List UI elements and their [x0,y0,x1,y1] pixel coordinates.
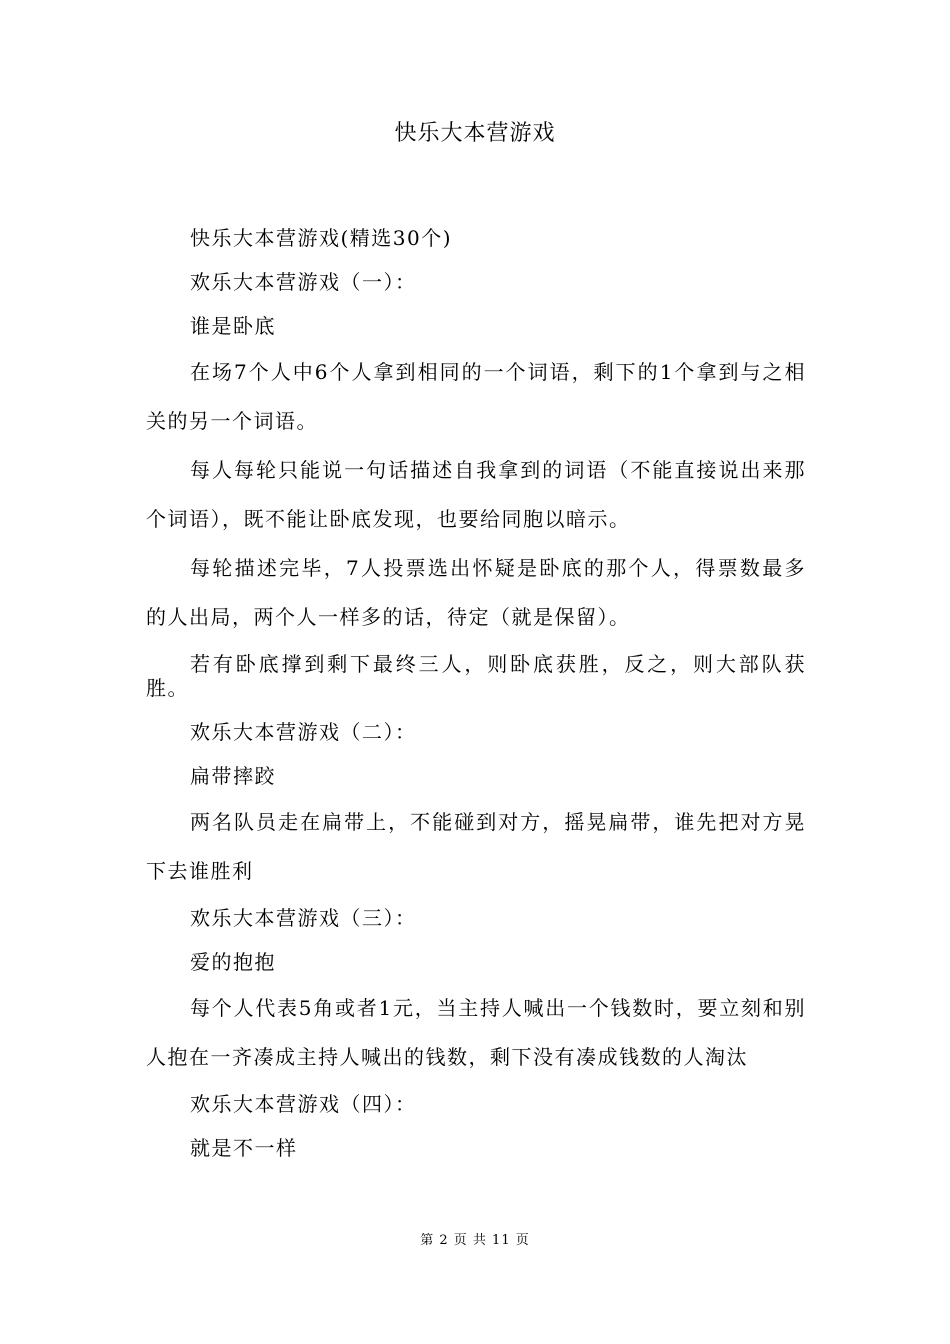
paragraph: 每个人代表5角或者1元，当主持人喊出一个钱数时，要立刻和别人抱在一齐凑成主持人喊出的钱数，剩下没有凑成钱数的人淘汰 [146,996,806,1069]
game-title: 就是不一样 [190,1136,298,1160]
paragraph: 快乐大本营游戏(精选30个) [190,226,453,250]
section-heading: 欢乐大本营游戏（一）： [190,270,417,294]
paragraph: 每轮描述完毕，7人投票选出怀疑是卧底的那个人，得票数最多的人出局，两个人一样多的话，待定（就是保留）。 [146,556,806,629]
document-body [146,216,806,1170]
game-title: 扁带摔跤 [190,764,276,788]
paragraph: 两名队员走在扁带上，不能碰到对方，摇晃扁带，谁先把对方晃下去谁胜利 [146,810,806,883]
paragraph: 若有卧底撑到剩下最终三人，则卧底获胜，反之，则大部队获胜。 [146,652,806,700]
paragraph: 每人每轮只能说一句话描述自我拿到的词语（不能直接说出来那个词语），既不能让卧底发现，也要给同胞以暗示。 [146,458,806,531]
section-heading: 欢乐大本营游戏（三）： [190,906,417,930]
game-title: 谁是卧底 [190,314,276,338]
page-number-footer: 第 2 页 共 11 页 [420,1233,530,1248]
section-heading: 欢乐大本营游戏（二）： [190,720,417,744]
game-title: 爱的抱抱 [190,950,276,974]
paragraph: 在场7个人中6个人拿到相同的一个词语，剩下的1个拿到与之相关的另一个词语。 [146,360,806,433]
section-heading: 欢乐大本营游戏（四）： [190,1092,417,1116]
page-title: 快乐大本营游戏 [394,121,556,146]
